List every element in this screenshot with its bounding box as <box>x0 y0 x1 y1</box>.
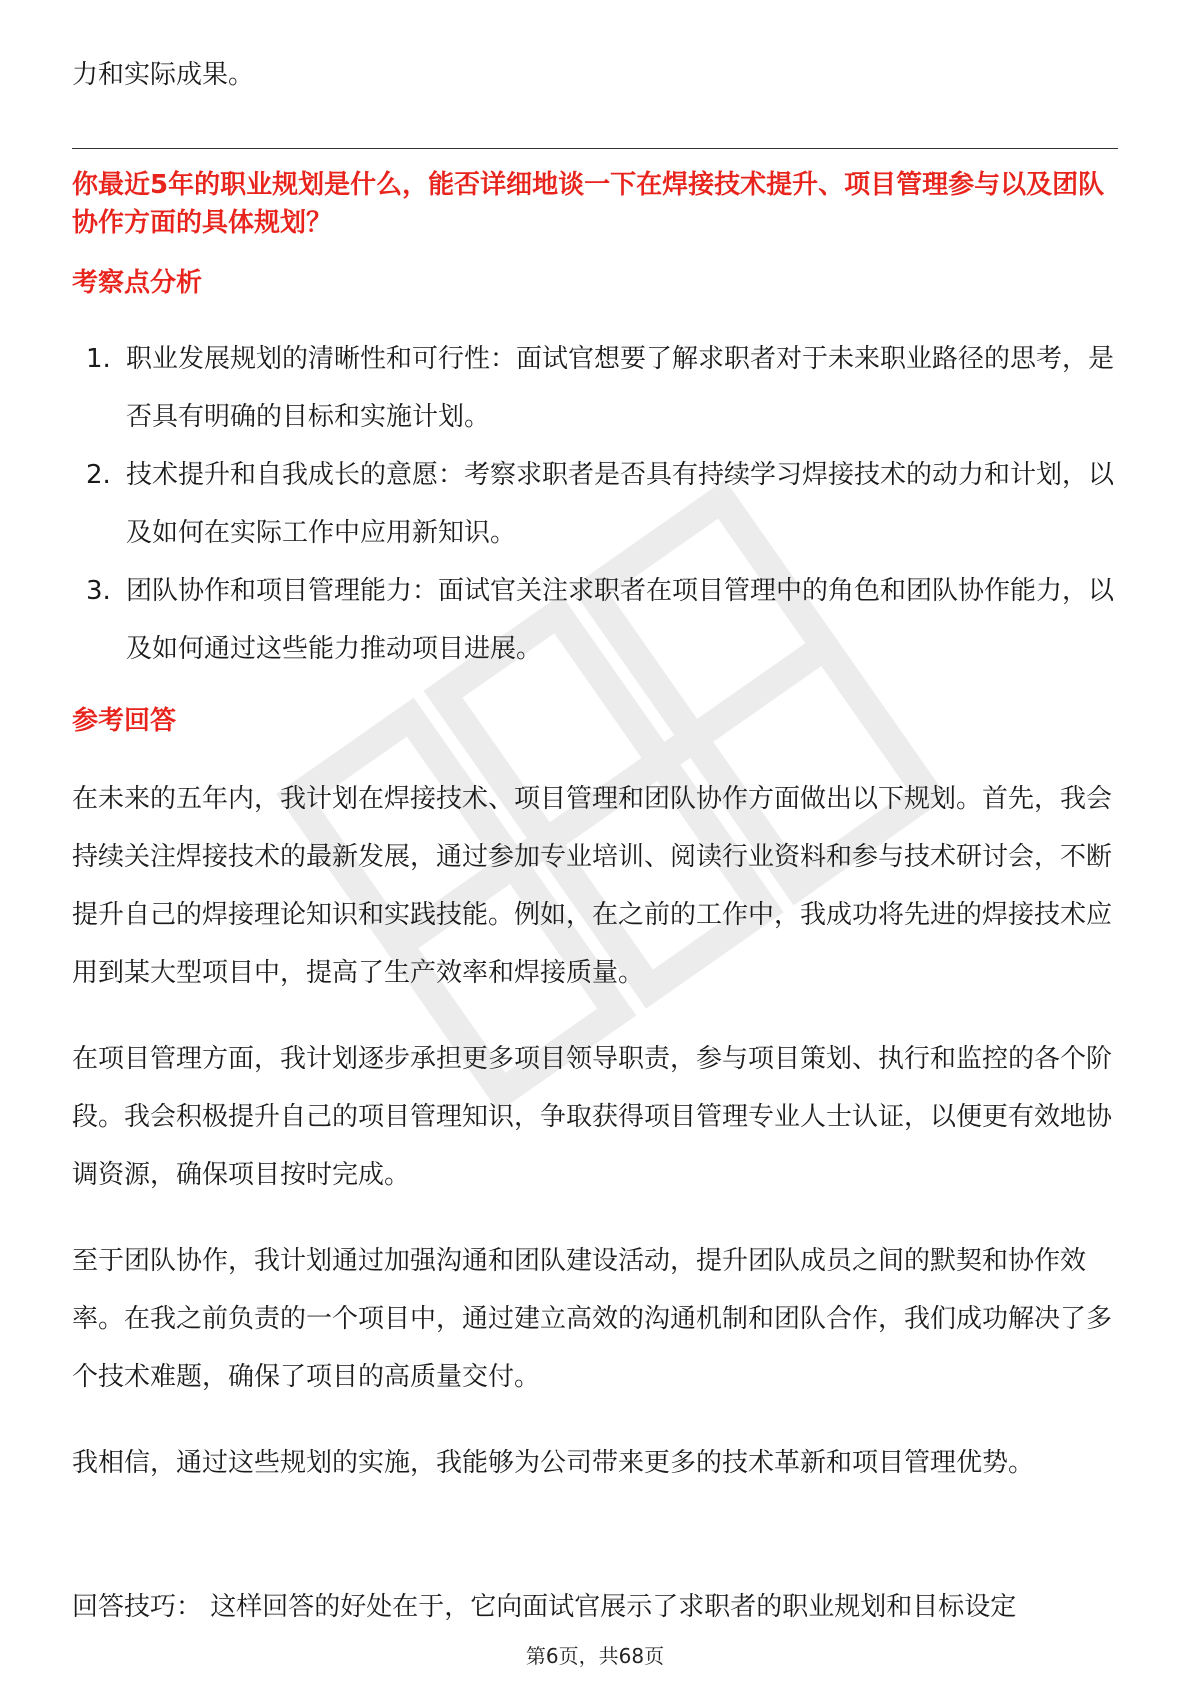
list-item <box>72 562 1118 678</box>
continuation-text: 力和实际成果。 <box>72 60 255 90</box>
analysis-list <box>72 330 1118 678</box>
list-item-number: 1. <box>86 344 111 374</box>
list-item-number: 3. <box>86 576 111 606</box>
page-number: 第6页，共68页 <box>525 1644 665 1668</box>
list-item <box>72 446 1118 562</box>
list-item-number: 2. <box>86 460 111 490</box>
answer-paragraph: 在未来的五年内，我计划在焊接技术、项目管理和团队协作方面做出以下规划。首先，我会持续关注焊接技术的最新发展，通过参加专业培训、阅读行业资料和参与技术研讨会，不断提升自己的焊接理论知识和实践技能。例如，在之前的工作中，我成功将先进的焊接技术应用到某大型项目中，提高了生产效率和焊接质量。 <box>72 784 1113 988</box>
analysis-heading: 考察点分析 <box>72 268 203 298</box>
list-item-text: 职业发展规划的清晰性和可行性：面试官想要了解求职者对于未来职业路径的思考，是否具有明确的目标和实施计划。 <box>126 344 1115 432</box>
list-item <box>72 330 1118 446</box>
answer-heading: 参考回答 <box>72 706 177 736</box>
tips-paragraph: 回答技巧： 这样回答的好处在于，它向面试官展示了求职者的职业规划和目标设定 <box>72 1592 1017 1622</box>
section-divider <box>72 148 1118 149</box>
answer-paragraph: 在项目管理方面，我计划逐步承担更多项目领导职责，参与项目策划、执行和监控的各个阶段。我会积极提升自己的项目管理知识，争取获得项目管理专业人士认证，以便更有效地协调资源，确保项目按时完成。 <box>72 1044 1113 1190</box>
list-item-text: 团队协作和项目管理能力：面试官关注求职者在项目管理中的角色和团队协作能力，以及如何通过这些能力推动项目进展。 <box>126 576 1115 664</box>
answer-paragraph: 至于团队协作，我计划通过加强沟通和团队建设活动，提升团队成员之间的默契和协作效率。在我之前负责的一个项目中，通过建立高效的沟通机制和团队合作，我们成功解决了多个技术难题，确保了项目的高质量交付。 <box>72 1246 1113 1392</box>
list-item-text: 技术提升和自我成长的意愿：考察求职者是否具有持续学习焊接技术的动力和计划，以及如何在实际工作中应用新知识。 <box>126 460 1115 548</box>
answer-paragraph: 我相信，通过这些规划的实施，我能够为公司带来更多的技术革新和项目管理优势。 <box>72 1448 1035 1478</box>
question-heading: 你最近5年的职业规划是什么，能否详细地谈一下在焊接技术提升、项目管理参与以及团队协作方面的具体规划？ <box>72 170 1105 238</box>
